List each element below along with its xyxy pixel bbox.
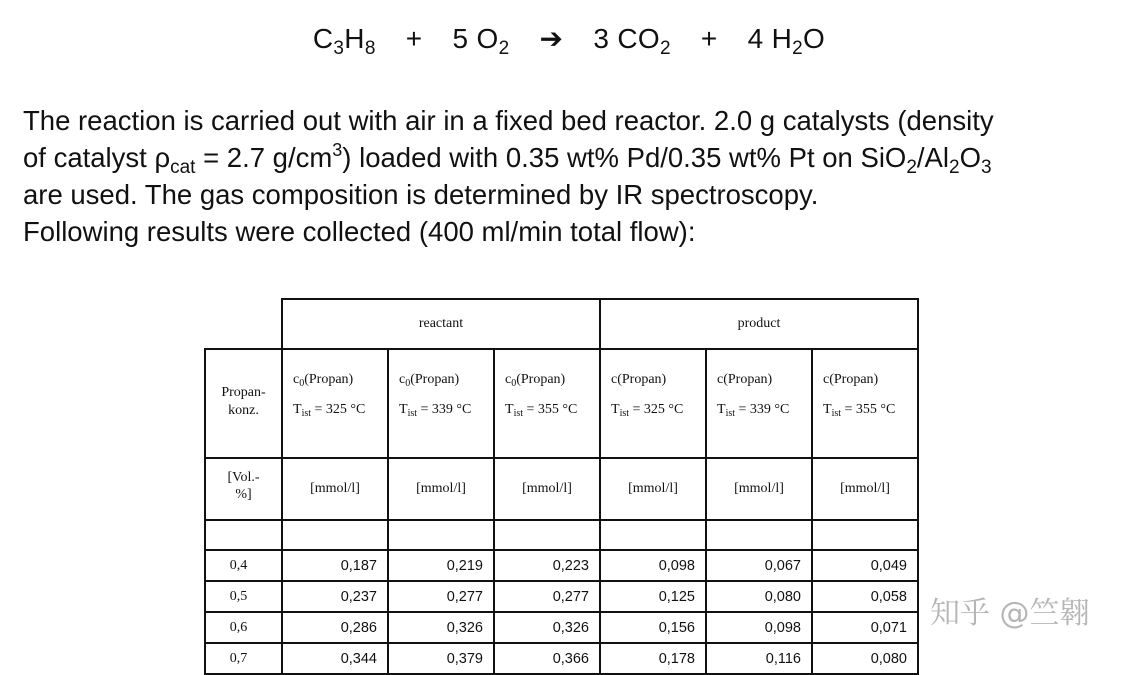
text-segment: of catalyst ρ: [23, 142, 171, 173]
unit-cell: [mmol/l]: [812, 458, 918, 520]
unit-cell: [mmol/l]: [388, 458, 494, 520]
column-header: [282, 349, 388, 458]
value-cell: 0,098: [706, 612, 812, 643]
empty-cell: [706, 520, 812, 550]
watermark: 知乎 @竺翱: [930, 596, 1090, 631]
unit-cell: [mmol/l]: [494, 458, 600, 520]
superscript: 3: [332, 140, 343, 160]
text-segment: = 2.7 g/cm: [195, 142, 333, 173]
value-cell: 0,178: [600, 643, 706, 674]
column-variable: c(Propan): [823, 372, 879, 387]
column-temperature: $T_{ist} = 339$ °C: [717, 402, 790, 419]
empty-cell: [388, 520, 494, 550]
empty-cell: [282, 520, 388, 550]
hydrogen-symbol: H: [344, 23, 365, 54]
value-cell: 0,286: [282, 612, 388, 643]
value-cell: 0,080: [706, 581, 812, 612]
value-cell: 0,116: [706, 643, 812, 674]
value-cell: 0,223: [494, 550, 600, 581]
oxygen-symbol: O: [803, 23, 826, 54]
column-temperature: $T_{ist} = 355$ °C: [823, 402, 896, 419]
value-cell: 0,080: [812, 643, 918, 674]
subscript: 2: [792, 38, 804, 59]
unit-text: [Vol.-: [227, 470, 260, 485]
value-cell: 0,049: [812, 550, 918, 581]
subscript: 2: [659, 38, 671, 59]
oxygen-term: 5 O: [452, 23, 499, 54]
reactant-group-header: reactant: [282, 299, 600, 349]
value-cell: 0,058: [812, 581, 918, 612]
value-cell: 0,125: [600, 581, 706, 612]
value-cell: 0,237: [282, 581, 388, 612]
co2-term: 3 CO: [593, 23, 660, 54]
volume-unit-cell: [205, 458, 282, 520]
value-cell: 0,156: [600, 612, 706, 643]
unit-cell: [mmol/l]: [706, 458, 812, 520]
product-group-header: product: [600, 299, 918, 349]
column-variable: $c_0(Propan)$: [293, 372, 354, 389]
table-row: [205, 643, 918, 674]
subscript: 8: [364, 38, 376, 59]
text-segment: O: [959, 142, 981, 173]
column-header-row: [205, 349, 918, 458]
conc-cell: 0,7: [205, 643, 282, 674]
value-cell: 0,187: [282, 550, 388, 581]
plus-sign: +: [700, 23, 718, 54]
value-cell: 0,071: [812, 612, 918, 643]
empty-cell: [812, 520, 918, 550]
value-cell: 0,277: [388, 581, 494, 612]
subscript: cat: [170, 157, 196, 178]
column-header: [600, 349, 706, 458]
unit-cell: [mmol/l]: [282, 458, 388, 520]
paragraph-line-2: [23, 139, 1128, 176]
text-segment: ) loaded with 0.35 wt% Pd/0.35 wt% Pt on SiO: [342, 142, 907, 173]
table-row: [205, 612, 918, 643]
corner-cell: [205, 299, 282, 349]
paragraph-line-1: The reaction is carried out with air in a fixed bed reactor. 2.0 g catalysts (density: [23, 105, 994, 136]
table-row: [205, 550, 918, 581]
plus-sign: +: [405, 23, 423, 54]
unit-text: %]: [235, 487, 252, 502]
subscript: 2: [949, 157, 960, 178]
column-variable: $c_0(Propan)$: [505, 372, 566, 389]
empty-cell: [205, 520, 282, 550]
results-table: [204, 298, 919, 675]
column-header: [812, 349, 918, 458]
conc-cell: 0,6: [205, 612, 282, 643]
value-cell: 0,326: [494, 612, 600, 643]
value-cell: 0,067: [706, 550, 812, 581]
column-variable: c(Propan): [611, 372, 667, 387]
value-cell: 0,366: [494, 643, 600, 674]
column-temperature: $T_{ist} = 355$ °C: [505, 402, 578, 419]
subscript: 2: [906, 157, 917, 178]
subscript: 3: [333, 38, 345, 59]
value-cell: 0,326: [388, 612, 494, 643]
column-temperature: $T_{ist} = 325$ °C: [293, 402, 366, 419]
empty-cell: [494, 520, 600, 550]
propan-conc-header: [205, 349, 282, 458]
conc-cell: 0,5: [205, 581, 282, 612]
paragraph-line-4: Following results were collected (400 ml/min total flow):: [23, 216, 696, 247]
header-text: konz.: [228, 403, 259, 418]
unit-cell: [mmol/l]: [600, 458, 706, 520]
column-variable: c(Propan): [717, 372, 773, 387]
column-header: [494, 349, 600, 458]
value-cell: 0,379: [388, 643, 494, 674]
empty-cell: [600, 520, 706, 550]
water-term: 4 H: [747, 23, 793, 54]
value-cell: 0,277: [494, 581, 600, 612]
column-header: [388, 349, 494, 458]
reaction-equation: [0, 22, 1138, 59]
table-row: [205, 581, 918, 612]
arrow-icon: ➔: [539, 23, 564, 54]
conc-cell: 0,4: [205, 550, 282, 581]
subscript: 3: [980, 157, 992, 178]
column-variable: $c_0(Propan)$: [399, 372, 460, 389]
group-header-row: [205, 299, 918, 349]
value-cell: 0,098: [600, 550, 706, 581]
column-header: [706, 349, 812, 458]
text-segment: /Al: [916, 142, 949, 173]
subscript: 2: [498, 38, 510, 59]
paragraph-line-3: are used. The gas composition is determined by IR spectroscopy.: [23, 179, 819, 210]
description-paragraph: [23, 102, 1128, 250]
carbon-symbol: C: [312, 23, 334, 54]
column-temperature: $T_{ist} = 339$ °C: [399, 402, 472, 419]
column-temperature: $T_{ist} = 325$ °C: [611, 402, 684, 419]
value-cell: 0,219: [388, 550, 494, 581]
value-cell: 0,344: [282, 643, 388, 674]
empty-row: [205, 520, 918, 550]
unit-row: [205, 458, 918, 520]
header-text: Propan-: [221, 385, 266, 400]
